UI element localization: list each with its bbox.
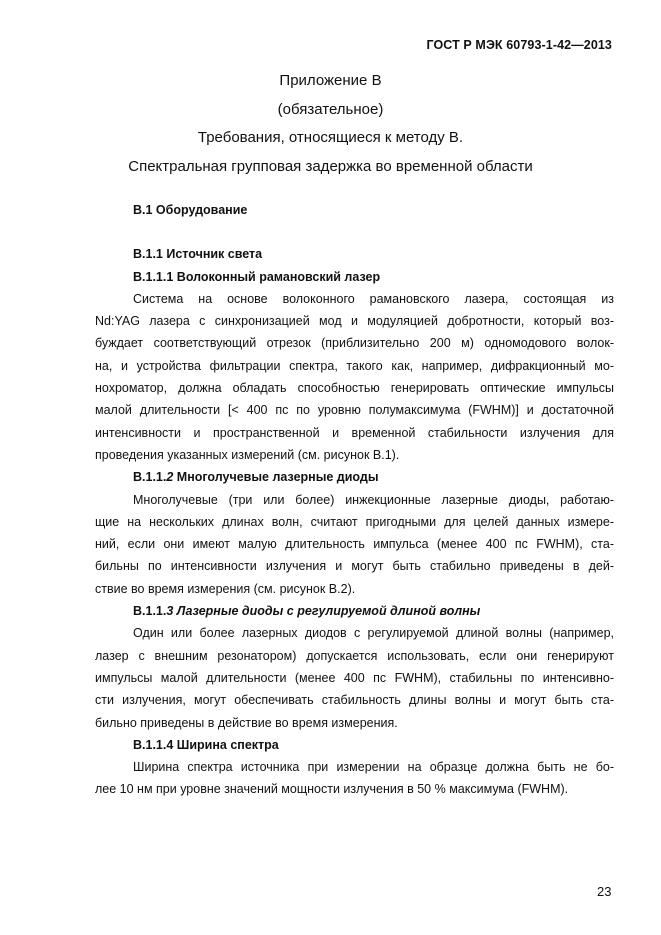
text-line: сти излучения, могут обеспечивать стабильность длины волны и могут быть ста- (95, 693, 614, 708)
text-line: Многолучевые (три или более) инжекционные лазерные диоды, работаю- (133, 492, 614, 507)
text-line: на, и устройства фильтрации спектра, такого как, например, дифракционный мо- (95, 358, 614, 373)
section-title: Волоконный рамановский лазер (173, 269, 381, 284)
section-number: В.1.1. (133, 604, 167, 619)
text-line: интенсивности и пространственной и временной стабильности излучения для (95, 425, 614, 440)
section-number: В.1.1.1 (133, 269, 174, 284)
section-heading-b113 (95, 600, 614, 622)
text-line: ствие во время измерения (см. рисунок В.2). (95, 581, 356, 596)
section-title: Ширина спектра (173, 737, 279, 752)
text-line: нохроматор, должна обладать способностью генерировать оптические импульсы (95, 381, 614, 396)
text-line: бильны по интенсивности излучения и могут быть стабильно приведены в дей- (95, 559, 614, 574)
text-line: буждает соответствующий отрезок (приблизительно 200 м) одномодового волок- (95, 336, 614, 351)
section-heading-b11: В.1.1 Источник света (133, 247, 263, 262)
appendix-status: (обязательное) (277, 100, 384, 118)
section-number: В.1.1.4 (133, 737, 174, 752)
text-line: ний, если они имеют малую длительность импульса (менее 400 пс FWHM), ста- (95, 537, 614, 552)
section-number-suffix: 3 (166, 604, 174, 619)
text-line: лее 10 нм при уровне значений мощности излучения в 50 % максимума (FWHM). (95, 782, 569, 797)
section-heading-b114 (95, 734, 614, 756)
appendix-subject-line2: Спектральная групповая задержка во временной области (128, 157, 533, 175)
text-line: щие на нескольких длинах волн, считают пригодными для целей данных измере- (95, 514, 614, 529)
page-number: 23 (597, 884, 612, 899)
section-title: Многолучевые лазерные диоды (173, 470, 379, 485)
text-line: бильно приведены в действие во время измерения. (95, 715, 398, 730)
text-line: Система на основе волоконного рамановского лазера, состоящая из (133, 291, 614, 306)
appendix-subject-line1: Требования, относящиеся к методу В. (197, 129, 464, 146)
paragraph-b114 (95, 756, 614, 801)
appendix-title (0, 67, 661, 181)
text-line: проведения указанных измерений (см. рисунок В.1). (95, 447, 400, 462)
document-header: ГОСТ Р МЭК 60793-1-42—2013 (426, 38, 612, 52)
text-line: импульсы малой длительности (менее 400 пс FWHM), стабильны по интенсивно- (95, 670, 614, 685)
paragraph-b111 (95, 288, 614, 466)
paragraph-b112 (95, 489, 614, 600)
paragraph-b113 (95, 622, 614, 733)
appendix-name: Приложение В (279, 72, 382, 89)
section-heading-b111 (95, 266, 614, 288)
section-number: В.1.1. (133, 470, 167, 485)
document-body (95, 199, 614, 801)
text-line: Ширина спектра источника при измерении на образце должна быть не бо- (133, 760, 614, 775)
text-line: Nd:YAG лазера с синхронизацией мод и модуляцией добротности, который воз- (95, 314, 614, 329)
text-line: лазер с внешним резонатором) допускается использовать, если они генерируют (95, 648, 614, 663)
section-heading-b112 (95, 466, 614, 488)
section-title: Лазерные диоды с регулируемой длиной волны (173, 604, 481, 619)
text-line: малой длительности [< 400 пс по уровню полумаксимума (FWHM)] и достаточной (95, 403, 614, 418)
section-number-suffix: 2 (166, 470, 174, 485)
text-line: Один или более лазерных диодов с регулируемой длиной волны (например, (133, 626, 614, 641)
section-heading-b1: В.1 Оборудование (133, 203, 248, 217)
